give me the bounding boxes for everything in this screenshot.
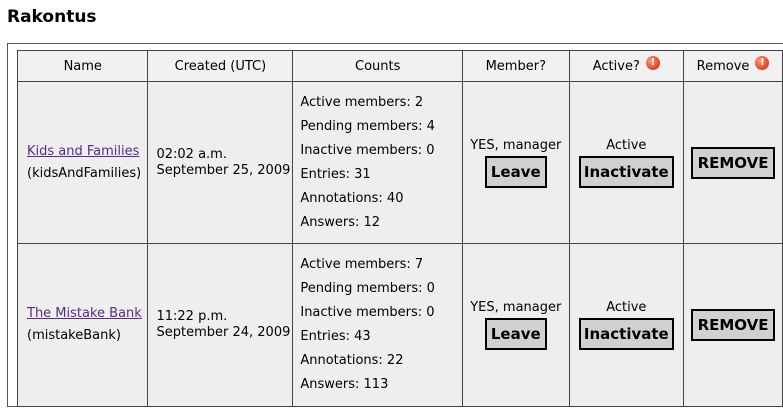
count-active-members: Active members: 2 <box>300 94 424 110</box>
leave-button[interactable]: Leave <box>485 156 547 188</box>
count-entries: Entries: 43 <box>300 329 371 344</box>
active-cell <box>570 244 685 407</box>
header-member: Member? <box>463 51 570 82</box>
header-remove <box>684 51 783 82</box>
project-link[interactable]: Kids and Families <box>27 143 140 159</box>
count-inactive-members: Inactive members: 0 <box>300 305 435 320</box>
remove-button[interactable]: REMOVE <box>691 147 775 179</box>
header-remove-label: Remove <box>696 58 750 74</box>
created-date: September 24, 2009 <box>156 325 291 340</box>
member-cell <box>463 82 570 244</box>
active-status: Active <box>606 137 647 153</box>
count-answers: Answers: 113 <box>300 377 389 392</box>
count-pending-members: Pending members: 4 <box>300 118 435 134</box>
count-active-members: Active members: 7 <box>300 257 424 272</box>
created-cell <box>148 244 293 407</box>
header-counts: Counts <box>293 51 463 82</box>
name-cell <box>18 82 148 244</box>
projects-table <box>17 50 783 407</box>
header-active <box>570 51 685 82</box>
counts-cell <box>293 82 463 244</box>
inactivate-button[interactable]: Inactivate <box>579 318 674 350</box>
page-title: Rakontus <box>7 7 97 27</box>
project-slug: (mistakeBank) <box>27 328 121 343</box>
created-time: 02:02 a.m. <box>156 146 227 162</box>
inactivate-button[interactable]: Inactivate <box>579 156 674 188</box>
project-link[interactable]: The Mistake Bank <box>27 306 142 321</box>
count-annotations: Annotations: 22 <box>300 353 404 368</box>
count-inactive-members: Inactive members: 0 <box>300 142 435 158</box>
counts-cell <box>293 244 463 407</box>
created-time: 11:22 p.m. <box>156 309 228 324</box>
name-cell <box>18 244 148 407</box>
count-pending-members: Pending members: 0 <box>300 281 435 296</box>
member-status: YES, manager <box>470 300 562 315</box>
table-row <box>18 82 783 244</box>
header-created: Created (UTC) <box>148 51 293 82</box>
active-status: Active <box>606 300 647 315</box>
warning-icon[interactable]: ! <box>755 56 769 70</box>
warning-icon[interactable]: ! <box>646 56 660 70</box>
remove-cell <box>684 244 783 407</box>
project-slug: (kidsAndFamilies) <box>27 165 142 181</box>
member-cell <box>463 244 570 407</box>
count-annotations: Annotations: 40 <box>300 190 404 206</box>
remove-button[interactable]: REMOVE <box>691 309 775 341</box>
leave-button[interactable]: Leave <box>485 318 547 350</box>
count-entries: Entries: 31 <box>300 166 371 182</box>
table-row <box>18 244 783 407</box>
remove-cell <box>684 82 783 244</box>
header-name: Name <box>18 51 148 82</box>
active-cell <box>570 82 685 244</box>
count-answers: Answers: 12 <box>300 214 381 230</box>
header-active-label: Active? <box>592 58 640 74</box>
table-header-row <box>18 51 783 82</box>
member-status: YES, manager <box>470 137 562 153</box>
created-cell <box>148 82 293 244</box>
created-date: September 25, 2009 <box>156 162 291 178</box>
